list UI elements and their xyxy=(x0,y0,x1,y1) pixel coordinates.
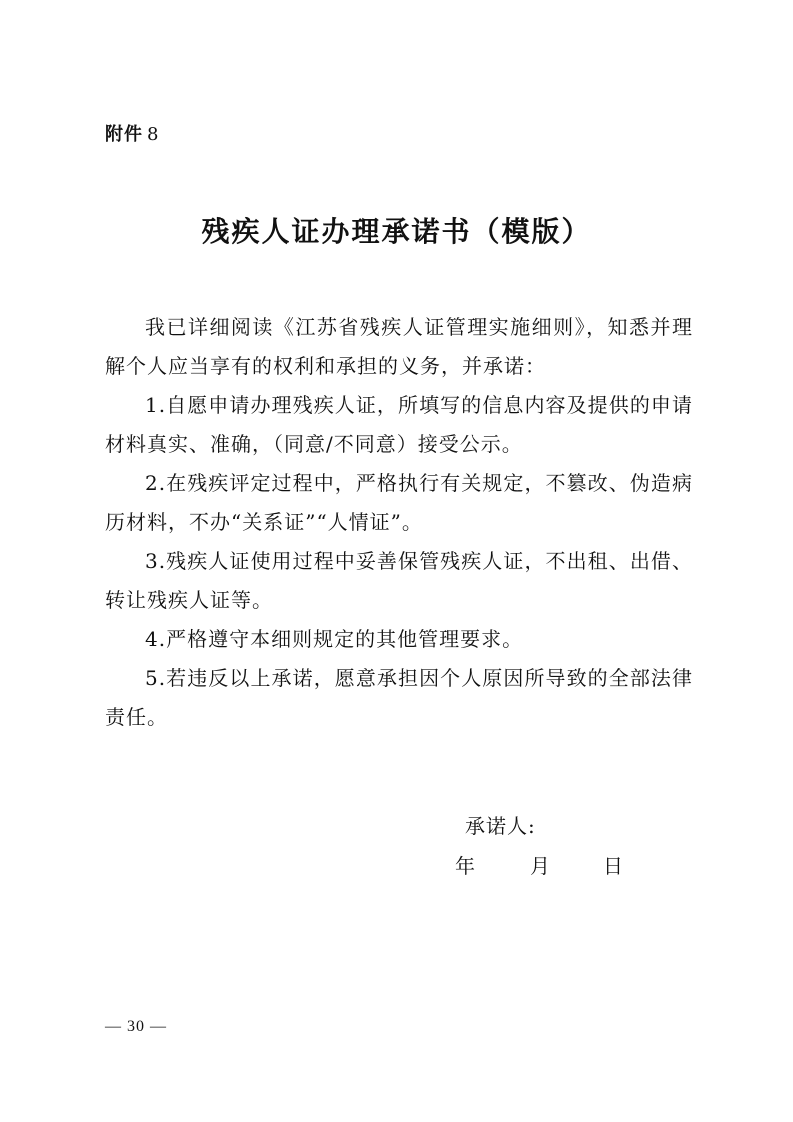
commitment-item-4: 4.严格遵守本细则规定的其他管理要求。 xyxy=(145,627,524,651)
page-number: — 30 — xyxy=(105,1018,167,1035)
commitment-item-2: 2.在残疾评定过程中，严格执行有关规定，不篡改、伪造病历材料，不办“关系证”“人情证”。 xyxy=(105,471,693,534)
commitment-item-5: 5.若违反以上承诺，愿意承担因个人原因所导致的全部法律责任。 xyxy=(105,666,693,729)
attachment-label-text: 附件 xyxy=(105,124,143,145)
document-body xyxy=(105,308,693,737)
commitment-item-3: 3.残疾人证使用过程中妥善保管残疾人证，不出租、出借、转让残疾人证等。 xyxy=(105,549,693,612)
date-line xyxy=(455,850,625,878)
date-month-label: 月 xyxy=(530,854,550,878)
document-title: 残疾人证办理承诺书（模版） xyxy=(201,215,592,248)
intro-paragraph: 我已详细阅读《江苏省残疾人证管理实施细则》，知悉并理解个人应当享有的权利和承担的义务，并承诺： xyxy=(105,315,693,378)
attachment-label xyxy=(105,120,159,146)
commitment-item-1: 1.自愿申请办理残疾人证，所填写的信息内容及提供的申请材料真实、准确，（同意/不同意）接受公示。 xyxy=(105,393,693,456)
signer-label: 承诺人: xyxy=(465,814,536,838)
date-year-label: 年 xyxy=(455,854,475,878)
date-day-label: 日 xyxy=(603,854,623,878)
attachment-number: 8 xyxy=(147,124,160,145)
